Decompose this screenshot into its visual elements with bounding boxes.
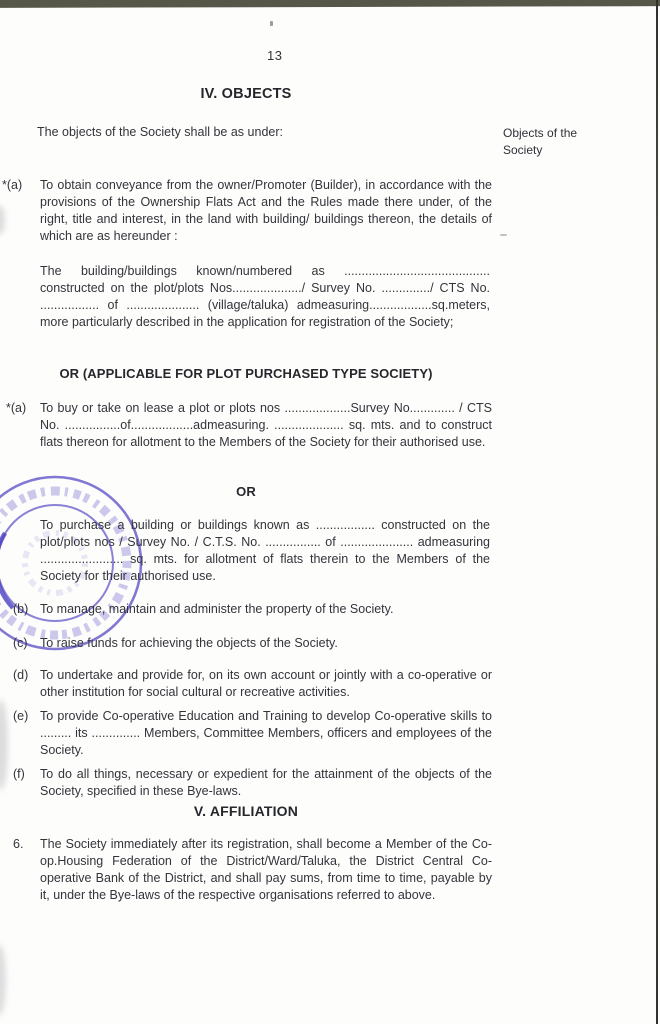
clause-e: [0, 708, 492, 759]
clause-text: To obtain conveyance from the owner/Promoter (Builder), in accordance with the provisions of the Ownership Flats Act and the Rules made there under, of the right, title and interest, in the land with building/ buildings thereon, the details of which are as hereunder :: [40, 178, 492, 243]
clause-d: [0, 667, 492, 701]
scan-edge-top: [0, 0, 660, 8]
purchase-paragraph: To purchase a building or buildings known as ................. constructed on the plot/plots nos / Survey No. / C.T.S. No. ................ of ..................... admeasuring ........................ sq. mts. for allotment of flats therein to the Members of the Society for their authorised use.: [40, 518, 490, 583]
building-details-paragraph: The building/buildings known/numbered as .......................................... constructed on the plot/plots Nos..................../ Survey No. ............../ CTS No. ................. of ..................... (village/taluka) admeasuring..................sq.meters, more particularly described in the application for registration of the Society;: [40, 264, 490, 329]
clause-label: *(a): [6, 401, 27, 415]
clause-text: To undertake and provide for, on its own account or jointly with a co-operative or other institution for social cultural or recreative activities.: [40, 668, 492, 699]
clause-text: To provide Co-operative Education and Training to develop Co-operative skills to ......... its .............. Members, Committee Members, officers and employees of the Society.: [40, 709, 492, 757]
clause-label: 6.: [13, 837, 24, 851]
clause-6-affiliation: [0, 836, 492, 904]
scan-speck: [500, 234, 507, 236]
clause-label: (b): [13, 602, 29, 616]
clause-text: To raise funds for achieving the objects of the Society.: [40, 636, 338, 650]
section-heading-objects: IV. OBJECTS: [200, 86, 292, 102]
clause-f: [0, 766, 492, 800]
clause-text: To manage, maintain and administer the property of the Society.: [40, 602, 394, 616]
clause-text: To do all things, necessary or expedient for the attainment of the objects of the Society, specified in these Bye-laws.: [40, 767, 492, 798]
clause-c: [0, 635, 492, 652]
margin-note: Objects of the Society: [503, 126, 578, 157]
section-heading-affiliation: V. AFFILIATION: [193, 803, 299, 819]
scan-smudge: [0, 945, 6, 1015]
scan-speck: [270, 21, 273, 26]
clause-label: (e): [13, 709, 29, 723]
clause-a-plot: [0, 400, 492, 451]
clause-label: *(a): [2, 178, 23, 192]
or-heading: OR: [236, 484, 256, 499]
objects-intro: The objects of the Society shall be as under:: [37, 125, 283, 139]
page-number: 13: [267, 48, 283, 63]
clause-text: To buy or take on lease a plot or plots nos ...................Survey No............. / CTS No. ................of..................admeasuring. .................... sq. mts. and to construct flats thereon for allotment to the Members of the Society for their authorised use.: [40, 401, 492, 449]
clause-b: [0, 601, 492, 618]
clause-label: (c): [13, 636, 28, 650]
clause-a-conveyance: [0, 177, 492, 245]
clause-label: (f): [13, 767, 25, 781]
clause-text: The Society immediately after its registration, shall become a Member of the Co-op.Housing Federation of the District/Ward/Taluka, the District Central Co-operative Bank of the District, and shall pay sums, from time to time, payable by it, under the Bye-laws of the respective organisations referred to above.: [40, 837, 492, 902]
scan-edge-right: [656, 0, 658, 1024]
or-plot-heading: OR (APPLICABLE FOR PLOT PURCHASED TYPE SOCIETY): [59, 366, 433, 381]
clause-label: (d): [13, 668, 29, 682]
